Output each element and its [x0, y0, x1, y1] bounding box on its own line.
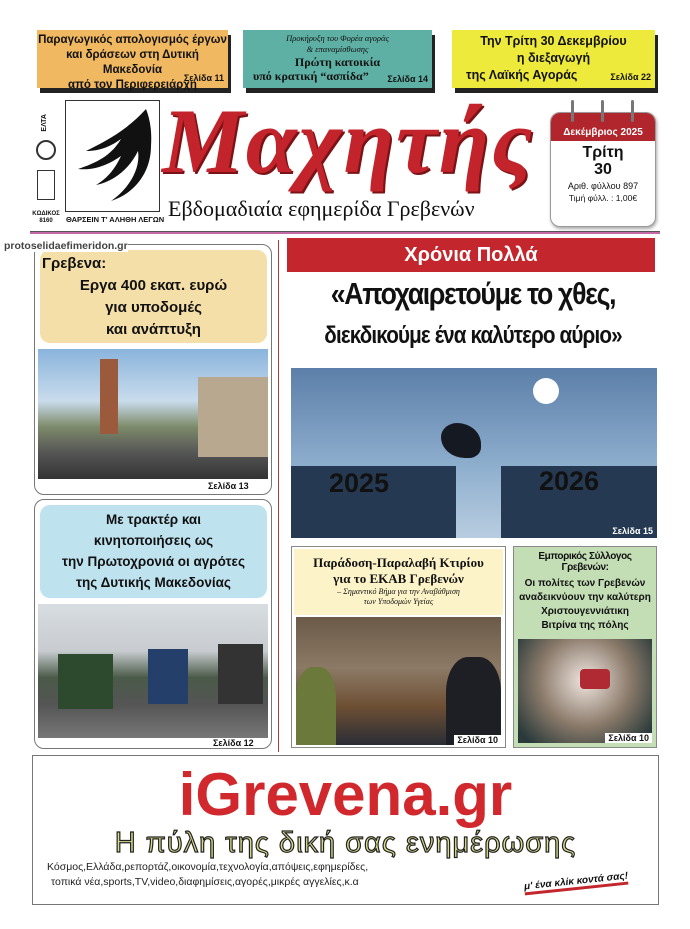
teaser-production-review[interactable]: [37, 30, 228, 91]
teaser-kicker: & επαναμίσθωσης: [306, 44, 369, 54]
story-title-line: Βιτρίνα της πόλης: [541, 620, 629, 631]
motto: ΘΑΡΣΕΙΝ Τ' ΑΛΗΘΗ ΛΕΓΩΝ: [66, 215, 165, 224]
town-photo: [38, 349, 268, 479]
issue-price: Τιμή φύλλ. : 1,00€: [568, 193, 638, 203]
story-title: [40, 505, 267, 598]
teaser-line: Πρώτη κατοικία: [294, 55, 381, 69]
story-title-line: την Πρωτοχρονιά οι αγρότες: [62, 554, 245, 569]
shop-window-photo: [518, 639, 652, 743]
teaser-kicker: Προκήρυξη του Φορέα αγοράς: [286, 33, 389, 43]
header-divider: [30, 231, 660, 234]
story-subtitle: των Υποδομών Υγείας: [363, 597, 434, 606]
tractor: [148, 649, 188, 704]
building: [198, 377, 268, 457]
story-grevena-projects[interactable]: [34, 244, 272, 495]
meeting-photo: [296, 617, 501, 745]
story-farmers-protest[interactable]: [34, 499, 272, 749]
story-title: [514, 577, 656, 633]
story-title: [294, 549, 503, 615]
person: [296, 667, 336, 745]
page-ref: Σελίδα 10: [454, 735, 501, 745]
teaser-line: Την Τρίτη 30 Δεκεμβρίου: [480, 34, 627, 48]
page-ref: Σελίδα 12: [210, 738, 257, 748]
teaser-line: υπό κρατική “ασπίδα”: [253, 69, 369, 83]
jumping-man-icon: [441, 423, 481, 458]
calendar-ring: [631, 100, 634, 122]
ad-slogan: Η πύλη της δική σας ενημέρωσης: [114, 827, 577, 859]
teaser-line: η διεξαγωγή: [516, 51, 591, 65]
post-code-label: ΚΩΔΙΚΟΣ: [32, 211, 60, 217]
year-2026: 2026: [539, 466, 600, 496]
tractor: [218, 644, 263, 704]
calendar-ring: [571, 100, 574, 122]
newspaper-subtitle: Εβδομαδιαία εφημερίδα Γρεβενών: [168, 196, 475, 221]
issue-number: Αριθ. φύλλου 897: [567, 181, 639, 191]
page-ref: Σελίδα 15: [612, 526, 653, 536]
ad-topics: Κόσμος,Ελλάδα,ρεπορτάζ,οικονομία,τεχνολογία,απόψεις,εφημερίδες,: [47, 861, 369, 873]
story-title-line: και ανάπτυξη: [106, 321, 201, 338]
teaser-line: της Λαϊκής Αγοράς: [466, 68, 578, 82]
lead-headline-2[interactable]: διεκδικούμε ένα καλύτερο αύριο»: [324, 322, 622, 349]
clock-tower: [100, 359, 118, 434]
teaser-line: από τον Περιφερειάρχη: [68, 79, 197, 91]
story-subtitle: – Σημαντικό Βήμα για την Αναβάθμιση: [337, 587, 460, 596]
story-title-line: για υποδομές: [105, 299, 202, 316]
teaser-line: και δράσεων στη Δυτική Μακεδονία: [66, 49, 199, 76]
elta-label: ΕΛΤΑ: [41, 114, 48, 132]
story-title-line: Εργα 400 εκατ. ευρώ: [79, 277, 228, 294]
page-ref: Σελίδα 11: [183, 73, 224, 83]
page-ref: Σελίδα 14: [387, 74, 428, 84]
postal-stamps: [33, 100, 61, 210]
story-title-line: αναδεικνύουν την καλύτερη: [519, 592, 651, 603]
calendar-month: Δεκέμβριος 2025: [551, 113, 655, 141]
tractors-photo: [38, 604, 268, 738]
calendar-day: 30: [594, 161, 612, 178]
barcode-icon: [37, 170, 55, 200]
story-kicker: Εμπορικός Σύλλογος Γρεβενών:: [538, 551, 632, 573]
page-ref: Σελίδα 10: [605, 733, 652, 743]
story-title-line: Με τρακτέρ και: [106, 512, 201, 527]
story-title-line: Γρεβενα:: [42, 255, 107, 272]
ad-brand: iGrevena.gr: [178, 761, 513, 828]
teaser-market[interactable]: [452, 30, 655, 88]
story-christmas-window[interactable]: [513, 546, 657, 748]
page-ref: Σελίδα 22: [610, 72, 651, 82]
story-title-line: Παράδοση-Παραλαβή Κτιρίου: [313, 555, 484, 570]
page-ref: Σελίδα 13: [205, 481, 252, 491]
story-title-line: Οι πολίτες των Γρεβενών: [524, 578, 646, 589]
lead-headline[interactable]: «Αποχαιρετούμε το χθες,: [330, 276, 616, 311]
post-code-value: 8160: [39, 218, 53, 224]
newspaper-title[interactable]: Μαχητής: [162, 90, 535, 192]
story-title-line: κινητοποιήσεις ως: [93, 533, 214, 548]
seal-icon: [36, 140, 56, 160]
new-year-illustration: [291, 368, 657, 538]
eagle-logo: [65, 100, 160, 212]
column-divider: [278, 240, 279, 752]
post-code: [30, 211, 62, 225]
tractor: [58, 654, 113, 709]
ad-tagline: μ' ένα κλίκ κοντά σας!: [523, 871, 628, 896]
teaser-first-home[interactable]: [243, 30, 432, 88]
story-title-line: της Δυτικής Μακεδονίας: [76, 575, 231, 590]
calendar-ring: [601, 100, 604, 122]
calendar-weekday: Τρίτη: [582, 144, 624, 161]
story-ekav[interactable]: [291, 546, 506, 748]
story-title-line: για το ΕΚΑΒ Γρεβενών: [333, 571, 464, 586]
story-title-line: Χριστουγεννιάτικη: [541, 606, 629, 617]
moon-icon: [533, 378, 559, 404]
lead-banner: Χρόνια Πολλά: [287, 238, 655, 272]
reindeer-decoration: [580, 669, 610, 689]
story-title: [40, 250, 267, 343]
ad-topics: τοπικά νέα,sports,TV,video,διαφημίσεις,αγορές,μικρές αγγελίες,κ.α: [51, 876, 359, 888]
date-calendar: [550, 112, 656, 227]
watermark: protoselidaefimeridon.gr: [4, 240, 128, 252]
year-2025: 2025: [329, 468, 390, 498]
igrevena-ad[interactable]: [32, 755, 659, 905]
teaser-line: Παραγωγικός απολογισμός έργων: [38, 34, 227, 46]
person: [446, 657, 501, 745]
